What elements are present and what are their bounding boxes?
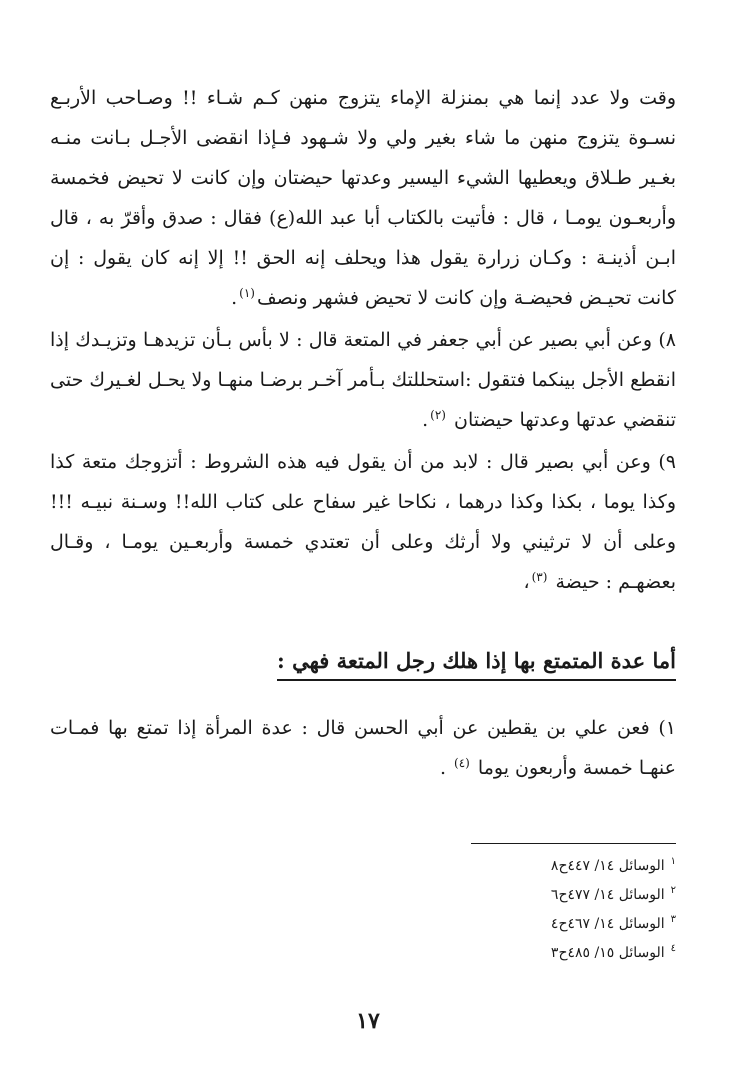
section-heading: أما عدة المتمتع بها إذا هلك رجل المتعة فهي : xyxy=(277,648,676,681)
paragraph-text: ٨) وعن أبي بصير عن أبي جعفر في المتعة قال : لا بأس بـأن تزيدهـا وتزيـدك إذا انقطع الأجل بينكما فتقول :استحللتك بـأمر آخـر برضـا منهـا ولا يحـل لغـيرك حتى تنقضي عدتها وعدتها حيضتان xyxy=(50,329,676,431)
paragraph-3 xyxy=(50,442,676,602)
paragraph-1 xyxy=(50,78,676,318)
footnote-text: الوسائل ١٤/ ٤٧٧ح٦ xyxy=(550,887,665,903)
footnote-4 xyxy=(416,939,676,968)
page-number: ١٧ xyxy=(356,1008,380,1034)
paragraph-tail: . xyxy=(422,409,429,431)
footnote-number: ٢ xyxy=(670,885,676,897)
footnote-2 xyxy=(416,881,676,910)
footnote-marker: (٣) xyxy=(531,569,548,584)
footnote-3 xyxy=(416,910,676,939)
footnote-number: ٤ xyxy=(670,943,676,955)
paragraph-4 xyxy=(50,708,676,788)
paragraph-2 xyxy=(50,320,676,440)
main-body xyxy=(50,78,676,602)
paragraph-text: وقت ولا عدد إنما هي بمنزلة الإماء يتزوج منهن كـم شـاء !! وصـاحب الأربـع نسـوة يتزوج منهن ما شاء بغير ولي ولا شـهود فـإذا انقضى الأجـل بـانت منـه بغـير طـلاق ويعطيها الشيء اليسير وعدتها حيضتان وإن كانت لا تحيض فخمسة وأربعـون يومـا ، قال : فأتيت بالكتاب أبا عبد الله(ع) فقال : صدق وأقرّ به ، قال ابـن أذينـة : وكـان زرارة يقول هذا ويحلف إنه الحق !! إلا إنه كان يقول : إن كانت تحيـض فحيضـة وإن كانت لا تحيض فشهر ونصف xyxy=(50,87,676,309)
footnote-1 xyxy=(416,852,676,881)
paragraph-tail: . xyxy=(231,287,238,309)
paragraph-tail: . xyxy=(439,757,446,779)
section-body xyxy=(50,708,676,788)
footnote-divider xyxy=(471,843,676,844)
paragraph-text: ٩) وعن أبي بصير قال : لابد من أن يقول فيه هذه الشروط : أتزوجك متعة كذا وكذا يوما ، بكذا وكذا درهما ، نكاحا غير سفاح على كتاب الله!! وسـنة نبيـه !!! وعلى أن لا ترثيني ولا أرثك وعلى أن تعتدي خمسة وأربعـين يومـا ، وقـال بعضهـم : حيضة xyxy=(50,451,676,593)
footnote-number: ١ xyxy=(670,856,676,868)
paragraph-tail: ، xyxy=(523,571,530,593)
footnote-text: الوسائل ١٤/ ٤٤٧ح٨ xyxy=(550,858,665,874)
footnote-marker: (٢) xyxy=(430,407,446,422)
footnote-number: ٣ xyxy=(670,914,676,926)
footnote-text: الوسائل ١٥/ ٤٨٥ح٣ xyxy=(550,945,665,961)
footnote-text: الوسائل ١٤/ ٤٦٧ح٤ xyxy=(550,916,665,932)
footnote-marker: (١) xyxy=(239,285,255,300)
footnotes xyxy=(416,852,676,968)
footnote-marker: (٤) xyxy=(454,755,470,770)
paragraph-text: ١) فعن علي بن يقطين عن أبي الحسن قال : عدة المرأة إذا تمتع بها فمـات عنهـا خمسة وأربعون يوما xyxy=(50,717,676,779)
